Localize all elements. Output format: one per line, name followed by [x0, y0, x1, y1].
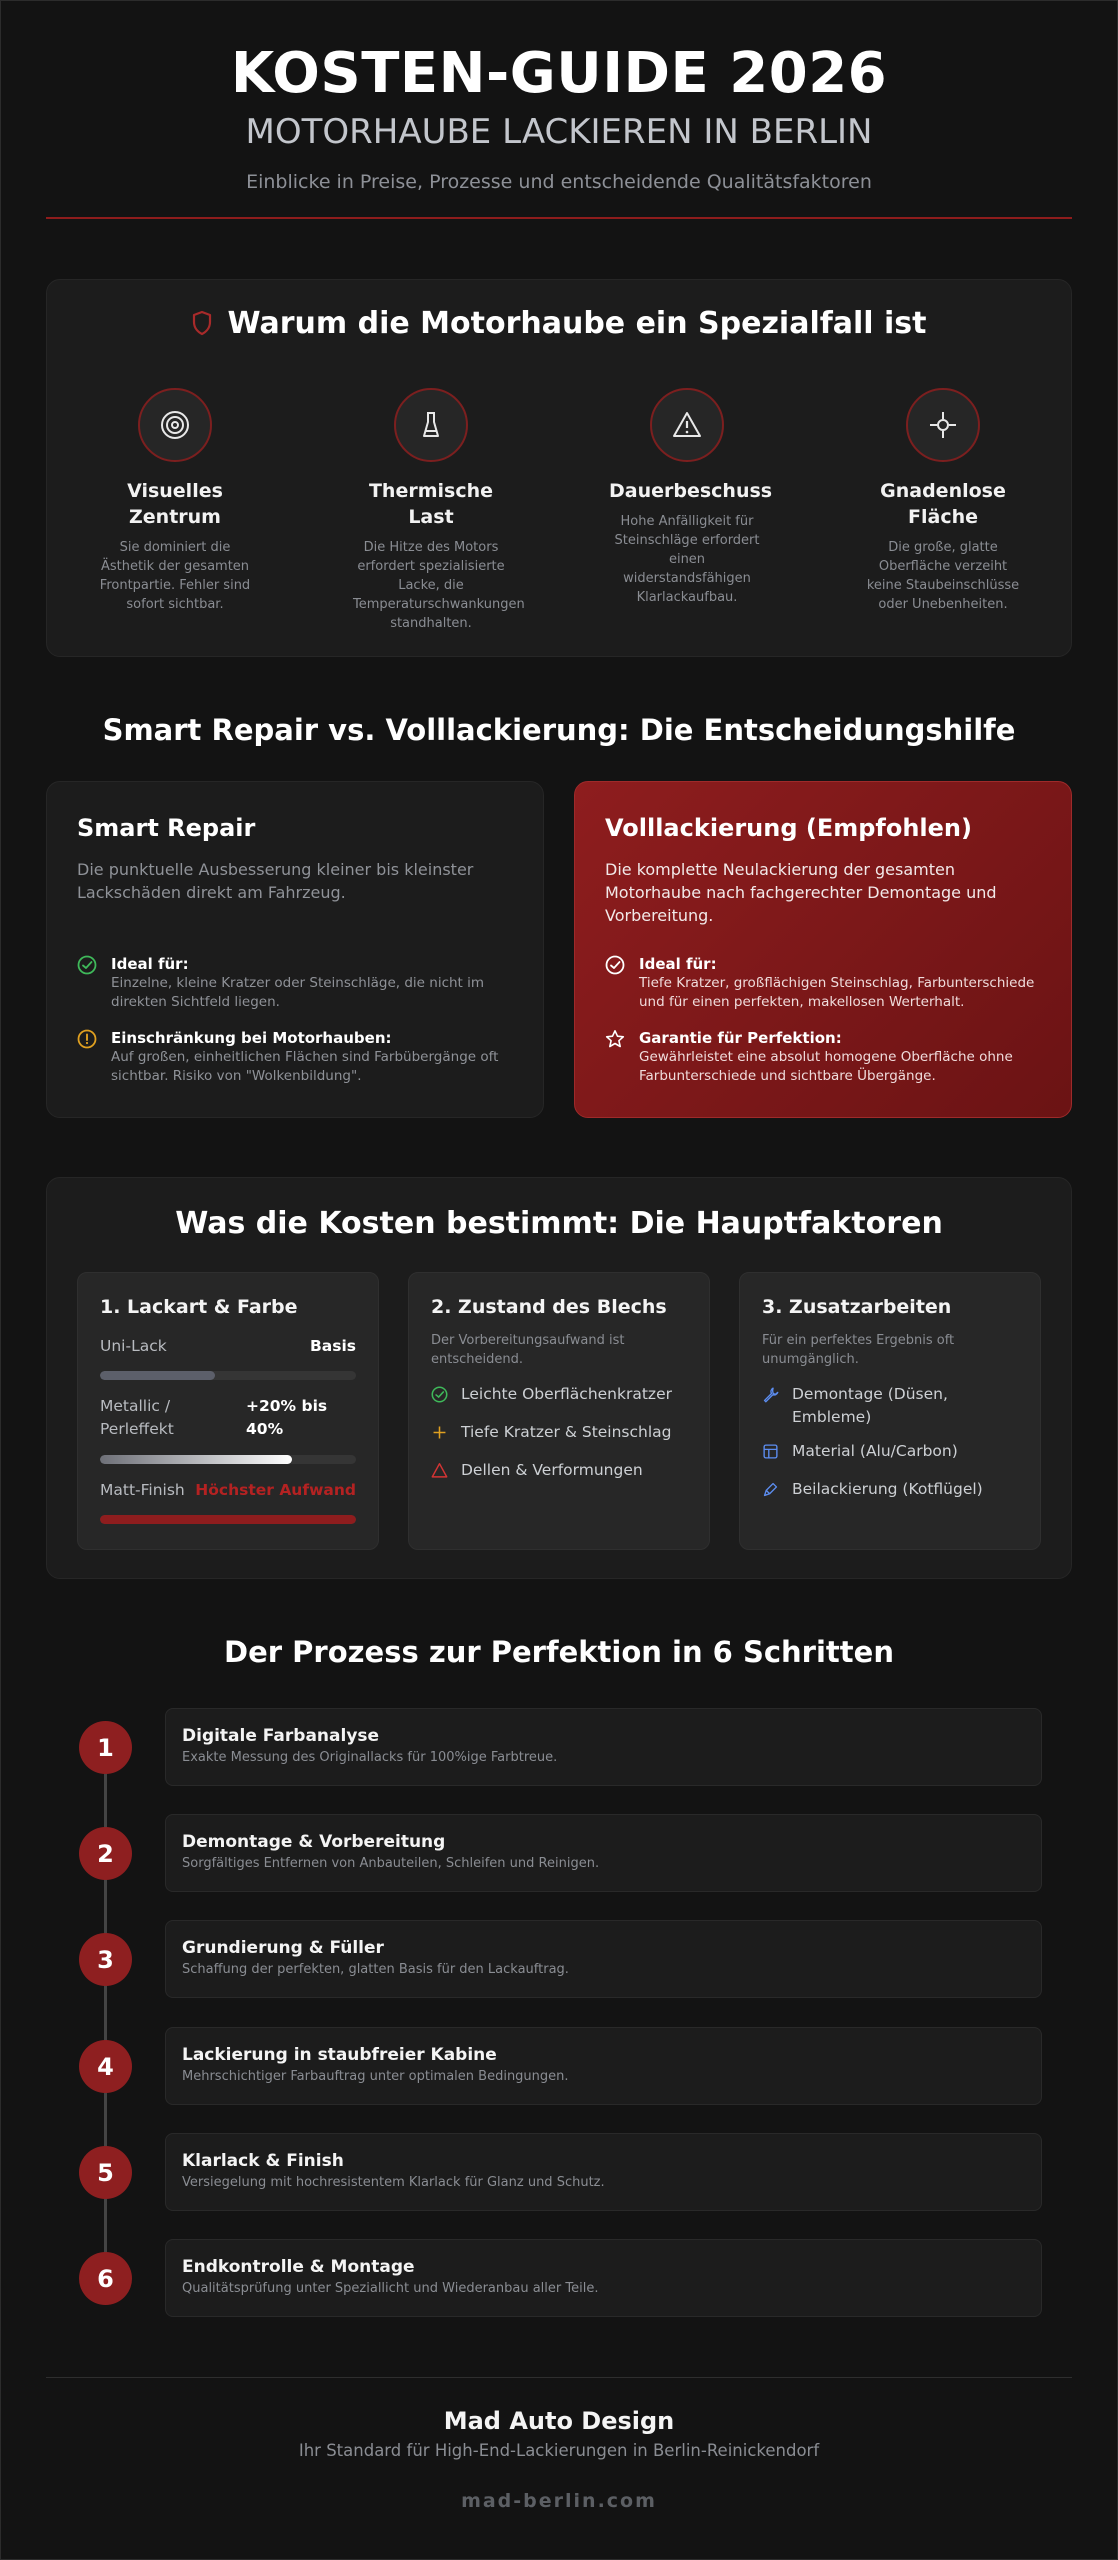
paint-level-fill [100, 1371, 215, 1380]
wrench-icon [762, 1383, 792, 1410]
special-item-title: Visuelles Zentrum [127, 480, 223, 528]
compare-heading: Smart Repair vs. Volllackierung: Die Entscheidungshilfe [102, 713, 1016, 747]
paint-row-value: Basis [309, 1337, 356, 1355]
crosshair-icon [906, 388, 980, 462]
hero-divider [46, 217, 1072, 219]
paint-level-bar [100, 1371, 356, 1380]
step-text: Schaffung der perfekten, glatten Basis für den Lackauftrag. [182, 1962, 569, 1977]
paint-row-label: Matt-Finish [100, 1481, 185, 1499]
step-text: Versiegelung mit hochresistentem Klarlack für Glanz und Schutz. [182, 2175, 605, 2190]
condition-card [408, 1272, 710, 1550]
extras-item [762, 1383, 1026, 1429]
full-paint-title: Volllackierung (Empfohlen) [605, 814, 972, 842]
condition-item [431, 1383, 695, 1410]
cost-factors-panel [46, 1177, 1072, 1579]
step-title: Demontage & Vorbereitung [182, 1832, 446, 1852]
step-title: Grundierung & Füller [182, 1938, 384, 1958]
target-icon [138, 388, 212, 462]
feature-title: Ideal für: [111, 955, 189, 973]
cost-factors-title: Was die Kosten bestimmt: Die Hauptfaktoren [175, 1206, 943, 1241]
check-circle-icon [431, 1383, 461, 1410]
special-case-title: Warum die Motorhaube ein Spezialfall ist [227, 306, 927, 341]
extras-title: 3. Zusatzarbeiten [762, 1296, 952, 1318]
special-item-surface [815, 388, 1071, 633]
special-item-title: Gnadenlose Fläche [880, 480, 1006, 528]
step-text: Exakte Messung des Originallacks für 100%ige Farbtreue. [182, 1750, 558, 1765]
paint-row-label: Metallic / Perleffekt [100, 1397, 174, 1438]
step-box [165, 1708, 1042, 1786]
paint-level-fill [100, 1455, 292, 1464]
footer-url-link[interactable]: mad-berlin.com [461, 2490, 657, 2512]
star-icon [605, 1028, 639, 1086]
check-circle-icon [605, 954, 639, 1012]
step-number: 6 [79, 2252, 132, 2305]
extras-sub: Für ein perfektes Ergebnis oft unumgänglich. [762, 1333, 955, 1367]
paint-type-title: 1. Lackart & Farbe [100, 1296, 298, 1318]
step-number: 1 [79, 1721, 132, 1774]
condition-item-label: Leichte Oberflächenkratzer [461, 1385, 672, 1403]
condition-item [431, 1459, 695, 1486]
condition-item-label: Dellen & Verformungen [461, 1461, 643, 1479]
paint-level-fill [100, 1515, 356, 1524]
extras-item-label: Demontage (Düsen, Embleme) [792, 1385, 948, 1426]
step-box [165, 2133, 1042, 2211]
step-box [165, 2239, 1042, 2317]
process-step [0, 1920, 1118, 2000]
smart-repair-desc: Die punktuelle Ausbesserung kleiner bis kleinster Lackschäden direkt am Fahrzeug. [77, 860, 474, 902]
special-item-text: Hohe Anfälligkeit für Steinschläge erfordert einen widerstandsfähigen Klarlackaufbau. [614, 514, 760, 605]
step-box [165, 1920, 1042, 1998]
paint-level-bar [100, 1515, 356, 1524]
extras-item [762, 1478, 1026, 1505]
process-heading: Der Prozess zur Perfektion in 6 Schritten [224, 1635, 894, 1669]
paint-row-metallic [100, 1395, 356, 1441]
condition-title: 2. Zustand des Blechs [431, 1296, 667, 1318]
smart-repair-ideal [77, 954, 519, 1012]
special-item-title: Dauerbeschuss [609, 480, 773, 502]
feature-text: Einzelne, kleine Kratzer oder Steinschläge, die nicht im direkten Sichtfeld liegen. [111, 975, 485, 1010]
step-number: 5 [79, 2146, 132, 2199]
paint-row-label: Uni-Lack [100, 1337, 167, 1355]
flask-icon [394, 388, 468, 462]
footer-divider [46, 2377, 1072, 2378]
step-title: Digitale Farbanalyse [182, 1726, 380, 1746]
step-title: Lackierung in staubfreier Kabine [182, 2045, 497, 2065]
condition-sub: Der Vorbereitungsaufwand ist entscheidend. [431, 1333, 625, 1367]
paint-type-card [77, 1272, 379, 1550]
warning-icon [431, 1459, 461, 1486]
check-circle-icon [77, 954, 111, 1012]
process-step [0, 2027, 1118, 2107]
paint-row-uni [100, 1335, 356, 1358]
special-case-panel [46, 279, 1072, 657]
plus-icon [431, 1421, 461, 1448]
step-title: Endkontrolle & Montage [182, 2257, 415, 2277]
special-item-text: Die große, glatte Oberfläche verzeiht keine Staubeinschlüsse oder Unebenheiten. [866, 540, 1020, 612]
special-item-visual [47, 388, 303, 633]
special-item-text: Die Hitze des Motors erfordert spezialisierte Lacke, die Temperaturschwankungen standhalten. [353, 540, 525, 631]
extras-card [739, 1272, 1041, 1550]
full-paint-desc: Die komplette Neulackierung der gesamten Motorhaube nach fachgerechter Demontage und Vorbereitung. [605, 860, 997, 925]
step-box [165, 2027, 1042, 2105]
process-step [0, 2133, 1118, 2213]
paint-row-value: Höchster Aufwand [195, 1481, 356, 1499]
special-item-stonechip [559, 388, 815, 633]
special-item-title: Thermische Last [368, 480, 494, 528]
page-title: KOSTEN-GUIDE 2026 [230, 41, 888, 106]
special-item-thermal [303, 388, 559, 633]
feature-title: Ideal für: [639, 955, 717, 973]
page-tagline: Einblicke in Preise, Prozesse und entscheidende Qualitätsfaktoren [246, 171, 872, 193]
feature-title: Garantie für Perfektion: [639, 1029, 842, 1047]
step-text: Sorgfältiges Entfernen von Anbauteilen, Schleifen und Reinigen. [182, 1856, 600, 1871]
full-paint-card [574, 781, 1072, 1118]
pen-icon [762, 1478, 792, 1505]
full-paint-ideal [605, 954, 1047, 1012]
page-subtitle: MOTORHAUBE LACKIEREN IN BERLIN [245, 112, 873, 152]
shield-icon [191, 309, 213, 344]
paint-row-value: +20% bis 40% [246, 1397, 328, 1438]
paint-row-matt [100, 1479, 356, 1502]
condition-item [431, 1421, 695, 1448]
step-number: 2 [79, 1827, 132, 1880]
step-box [165, 1814, 1042, 1892]
smart-repair-card [46, 781, 544, 1118]
step-title: Klarlack & Finish [182, 2151, 344, 2171]
feature-text: Tiefe Kratzer, großflächigen Steinschlag, Farbunterschiede und für einen perfekten, makellosen Werterhalt. [639, 975, 1035, 1010]
extras-item-label: Beilackierung (Kotflügel) [792, 1480, 983, 1498]
step-text: Mehrschichtiger Farbauftrag unter optimalen Bedingungen. [182, 2069, 569, 2084]
footer [0, 2406, 1118, 2512]
step-text: Qualitätsprüfung unter Speziallicht und Wiederanbau aller Teile. [182, 2281, 599, 2296]
layout-icon [762, 1440, 792, 1467]
special-case-heading [47, 306, 1071, 344]
hero-header [0, 38, 1118, 194]
process-step [0, 2239, 1118, 2319]
footer-tagline: Ihr Standard für High-End-Lackierungen in Berlin-Reinickendorf [298, 2441, 820, 2460]
step-number: 4 [79, 2040, 132, 2093]
step-number: 3 [79, 1933, 132, 1986]
feature-text: Auf großen, einheitlichen Flächen sind Farbübergänge oft sichtbar. Risiko von "Wolkenbildung". [111, 1049, 499, 1084]
paint-level-bar [100, 1455, 356, 1464]
feature-title: Einschränkung bei Motorhauben: [111, 1029, 392, 1047]
process-step [0, 1814, 1118, 1894]
condition-item-label: Tiefe Kratzer & Steinschlag [461, 1423, 672, 1441]
full-paint-guarantee [605, 1028, 1047, 1086]
extras-item-label: Material (Alu/Carbon) [792, 1442, 958, 1460]
alert-circle-icon [77, 1028, 111, 1086]
feature-text: Gewährleistet eine absolut homogene Oberfläche ohne Farbunterschiede und sichtbare Übergänge. [639, 1049, 1013, 1084]
footer-brand: Mad Auto Design [443, 2407, 675, 2435]
process-step [0, 1708, 1118, 1788]
smart-repair-limitation [77, 1028, 519, 1086]
warning-icon [650, 388, 724, 462]
special-item-text: Sie dominiert die Ästhetik der gesamten Frontpartie. Fehler sind sofort sichtbar. [99, 540, 251, 612]
extras-item [762, 1440, 1026, 1467]
smart-repair-title: Smart Repair [77, 814, 256, 842]
